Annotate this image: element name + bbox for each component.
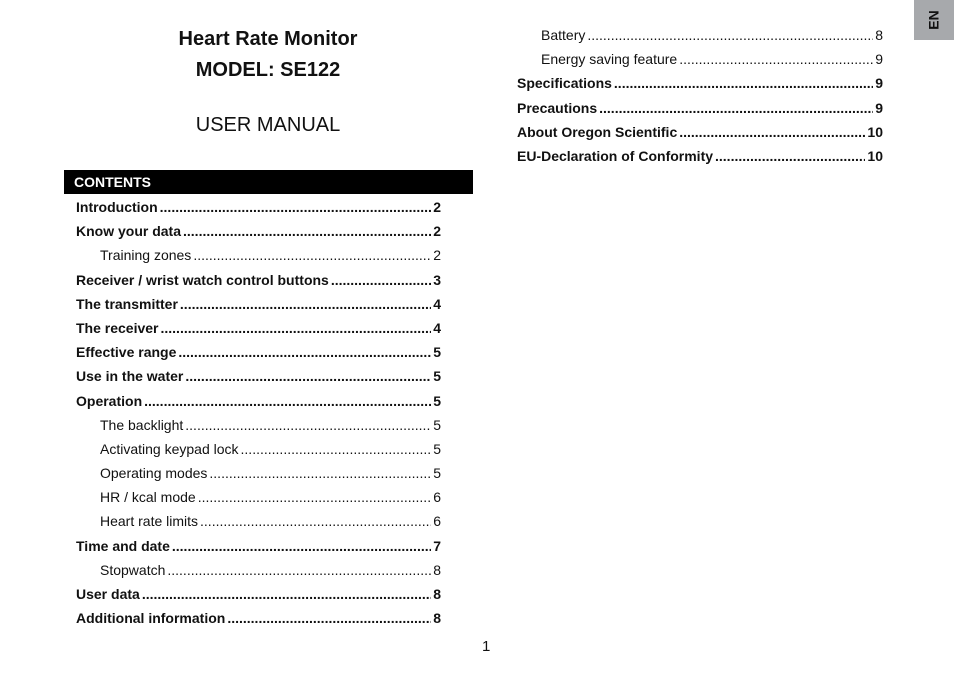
toc-entry[interactable] [76, 413, 441, 437]
toc-entry[interactable] [517, 23, 883, 47]
toc-entry-label: Introduction [76, 199, 158, 215]
toc-entry-page: 8 [433, 610, 441, 627]
toc-entry[interactable] [76, 558, 441, 582]
toc-entry[interactable] [76, 461, 441, 485]
toc-entry[interactable] [517, 120, 883, 144]
toc-entry-page: 5 [433, 440, 441, 457]
toc-entry-page: 9 [875, 51, 883, 68]
toc-entry-page: 5 [433, 416, 441, 433]
toc-leader-dots [185, 413, 431, 437]
toc-entry-label: Additional information [76, 610, 226, 627]
toc-entry-page: 10 [867, 147, 883, 164]
title-block [96, 24, 440, 138]
toc-leader-dots [167, 558, 431, 582]
toc-entry-page: 2 [433, 199, 441, 215]
toc-entry[interactable] [76, 509, 441, 533]
toc-entry[interactable] [76, 389, 441, 413]
toc-entry-page: 10 [867, 123, 883, 140]
toc-entry-label: Training zones [100, 247, 192, 264]
toc-entry-label: Energy saving feature [541, 51, 678, 68]
toc-leader-dots [144, 389, 431, 413]
toc-leader-dots [209, 461, 431, 485]
toc-leader-dots [183, 219, 431, 243]
language-tab-label: EN [925, 10, 942, 30]
language-tab [914, 0, 954, 40]
toc-entry-page: 5 [433, 392, 441, 409]
toc-leader-dots [241, 437, 432, 461]
toc-entry[interactable] [76, 606, 441, 630]
toc-entry-page: 5 [433, 368, 441, 385]
toc-entry-label: About Oregon Scientific [517, 123, 678, 140]
toc-entry-label: HR / kcal mode [100, 489, 196, 506]
toc-entry-label: Receiver / wrist watch control buttons [76, 271, 329, 288]
toc-entry-page: 8 [875, 27, 883, 43]
toc-entry-page: 8 [433, 561, 441, 578]
toc-entry[interactable] [76, 316, 441, 340]
toc-entry-label: Precautions [517, 99, 598, 116]
toc-entry-page: 6 [433, 489, 441, 506]
toc-entry-label: Use in the water [76, 368, 184, 385]
toc-entry[interactable] [517, 144, 883, 168]
toc-entry-label: The backlight [100, 416, 184, 433]
toc-entry-label: Time and date [76, 537, 170, 554]
toc-entry[interactable] [76, 485, 441, 509]
toc-leader-dots [679, 120, 865, 144]
toc-entry-label: Specifications [517, 75, 612, 92]
toc-entry-label: Operation [76, 392, 143, 409]
toc-entry-page: 9 [875, 99, 883, 116]
toc-leader-dots [715, 144, 865, 168]
toc-entry-label: Stopwatch [100, 561, 166, 578]
toc-entry-label: Effective range [76, 344, 177, 361]
toc-entry-page: 7 [433, 537, 441, 554]
toc-leader-dots [142, 582, 431, 606]
toc-entry[interactable] [76, 437, 441, 461]
toc-entry-label: The receiver [76, 319, 159, 336]
toc-leader-dots [587, 23, 873, 47]
toc-entry-page: 5 [433, 465, 441, 482]
toc-entry-label: Heart rate limits [100, 513, 199, 530]
toc-entry[interactable] [76, 219, 441, 243]
toc-entry-label: Activating keypad lock [100, 440, 239, 457]
toc-entry[interactable] [517, 96, 883, 120]
toc-leader-dots [198, 485, 432, 509]
toc-entry-label: Know your data [76, 223, 182, 240]
toc-leader-dots [200, 509, 431, 533]
toc-leader-dots [180, 292, 431, 316]
page-number: 1 [482, 638, 491, 655]
toc-leader-dots [160, 195, 432, 219]
toc-entry-page: 2 [433, 247, 441, 264]
document-subtitle: USER MANUAL [195, 114, 341, 136]
toc-entry[interactable] [517, 71, 883, 95]
toc-right-column [517, 23, 883, 168]
toc-entry[interactable] [517, 47, 883, 71]
toc-leader-dots [614, 71, 873, 95]
toc-left-column [76, 195, 441, 630]
toc-leader-dots [185, 364, 431, 388]
toc-entry[interactable] [76, 292, 441, 316]
toc-leader-dots [599, 96, 873, 120]
toc-leader-dots [193, 243, 431, 267]
toc-entry-label: The transmitter [76, 295, 178, 312]
contents-heading: CONTENTS [64, 170, 473, 194]
toc-entry[interactable] [76, 582, 441, 606]
toc-entry-page: 8 [433, 586, 441, 602]
toc-leader-dots [227, 606, 431, 630]
toc-entry-page: 4 [433, 295, 441, 312]
toc-leader-dots [161, 316, 432, 340]
document-title: Heart Rate Monitor [178, 28, 358, 50]
toc-entry[interactable] [76, 268, 441, 292]
toc-entry-label: Battery [541, 27, 586, 43]
toc-entry-page: 2 [433, 223, 441, 240]
toc-entry[interactable] [76, 340, 441, 364]
toc-entry-label: User data [76, 586, 140, 602]
toc-entry[interactable] [76, 364, 441, 388]
toc-leader-dots [178, 340, 431, 364]
toc-leader-dots [172, 534, 431, 558]
toc-leader-dots [331, 268, 431, 292]
toc-entry-label: EU-Declaration of Conformity [517, 147, 714, 164]
toc-entry[interactable] [76, 243, 441, 267]
model-number: MODEL: SE122 [195, 59, 341, 81]
toc-entry-page: 6 [433, 513, 441, 530]
toc-leader-dots [679, 47, 873, 71]
toc-entry-label: Operating modes [100, 465, 208, 482]
toc-entry-page: 5 [433, 344, 441, 361]
toc-entry[interactable] [76, 534, 441, 558]
toc-entry-page: 3 [433, 271, 441, 288]
toc-entry-page: 9 [875, 75, 883, 92]
toc-entry[interactable] [76, 195, 441, 219]
toc-entry-page: 4 [433, 319, 441, 336]
